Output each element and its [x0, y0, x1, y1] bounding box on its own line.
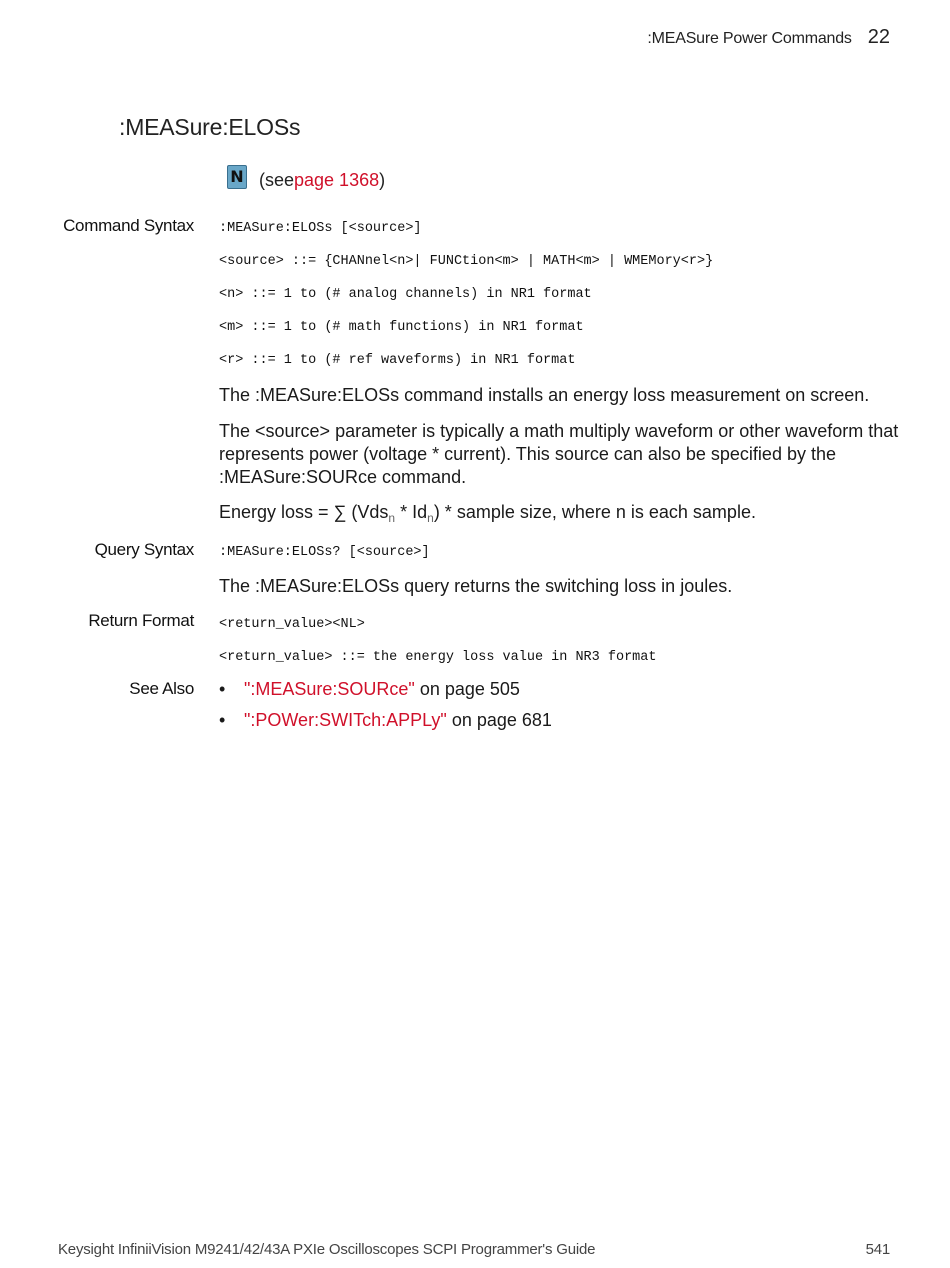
page-footer: [58, 1241, 890, 1258]
see-also-item: [219, 710, 899, 741]
header-section-title: :MEASure Power Commands: [647, 30, 852, 47]
bullet: •: [219, 710, 226, 730]
note-page-link[interactable]: page 1368: [294, 170, 380, 190]
command-syntax-label: Command Syntax: [63, 216, 194, 235]
see-also-page-ref: on page 505: [414, 679, 520, 699]
footer-page-number: 541: [865, 1241, 890, 1258]
header-chapter-number: 22: [867, 26, 890, 48]
query-syntax-code: :MEASure:ELOSs? [<source>]: [219, 545, 430, 560]
formula-middle: * Id: [395, 502, 428, 522]
command-description: The :MEASure:ELOSs command installs an energy loss measurement on screen.: [219, 385, 870, 405]
bullet: •: [219, 679, 226, 699]
n-note-icon: N: [227, 165, 247, 189]
command-syntax-line: <m> ::= 1 to (# math functions) in NR1 format: [219, 320, 584, 335]
see-also-item: [219, 679, 899, 710]
command-syntax-line: :MEASure:ELOSs [<source>]: [219, 221, 422, 236]
energy-loss-formula: [219, 501, 899, 530]
see-also-page-ref: on page 681: [446, 710, 552, 730]
return-format-line: <return_value> ::= the energy loss value in NR3 format: [219, 650, 657, 665]
formula-subscript-2: n: [427, 511, 434, 525]
see-also-link-measure-source[interactable]: ":MEASure:SOURce": [244, 679, 415, 699]
see-also-label: See Also: [129, 679, 194, 698]
command-syntax-line: <r> ::= 1 to (# ref waveforms) in NR1 format: [219, 353, 576, 368]
note-prefix: (see: [259, 170, 295, 190]
formula-suffix: ) * sample size, where n is each sample.: [433, 502, 756, 522]
footer-guide-title: Keysight InfiniiVision M9241/42/43A PXIe Oscilloscopes SCPI Programmer's Guide: [58, 1241, 596, 1258]
page-title: :MEASure:ELOSs: [119, 114, 301, 140]
see-also-link-power-switch-apply[interactable]: ":POWer:SWITch:APPLy": [244, 710, 447, 730]
note-suffix: ): [379, 170, 386, 190]
see-also-list: [219, 679, 899, 741]
formula-prefix: Energy loss = ∑ (Vds: [219, 502, 389, 522]
query-description: The :MEASure:ELOSs query returns the switching loss in joules.: [219, 576, 733, 596]
running-header: [647, 26, 890, 49]
note-reference: [227, 167, 386, 191]
formula-subscript-1: n: [388, 511, 396, 525]
return-format-label: Return Format: [88, 611, 194, 630]
query-syntax-label: Query Syntax: [94, 540, 194, 559]
command-syntax-line: <source> ::= {CHANnel<n>| FUNCtion<m> | MATH<m> | WMEMory<r>}: [219, 254, 714, 269]
command-syntax-line: <n> ::= 1 to (# analog channels) in NR1 format: [219, 287, 592, 302]
return-format-line: <return_value><NL>: [219, 617, 365, 632]
source-parameter-description: The <source> parameter is typically a math multiply waveform or other waveform that represents power (voltage * current). This source can also be specified by the :MEASure:SOURce command.: [219, 421, 899, 487]
